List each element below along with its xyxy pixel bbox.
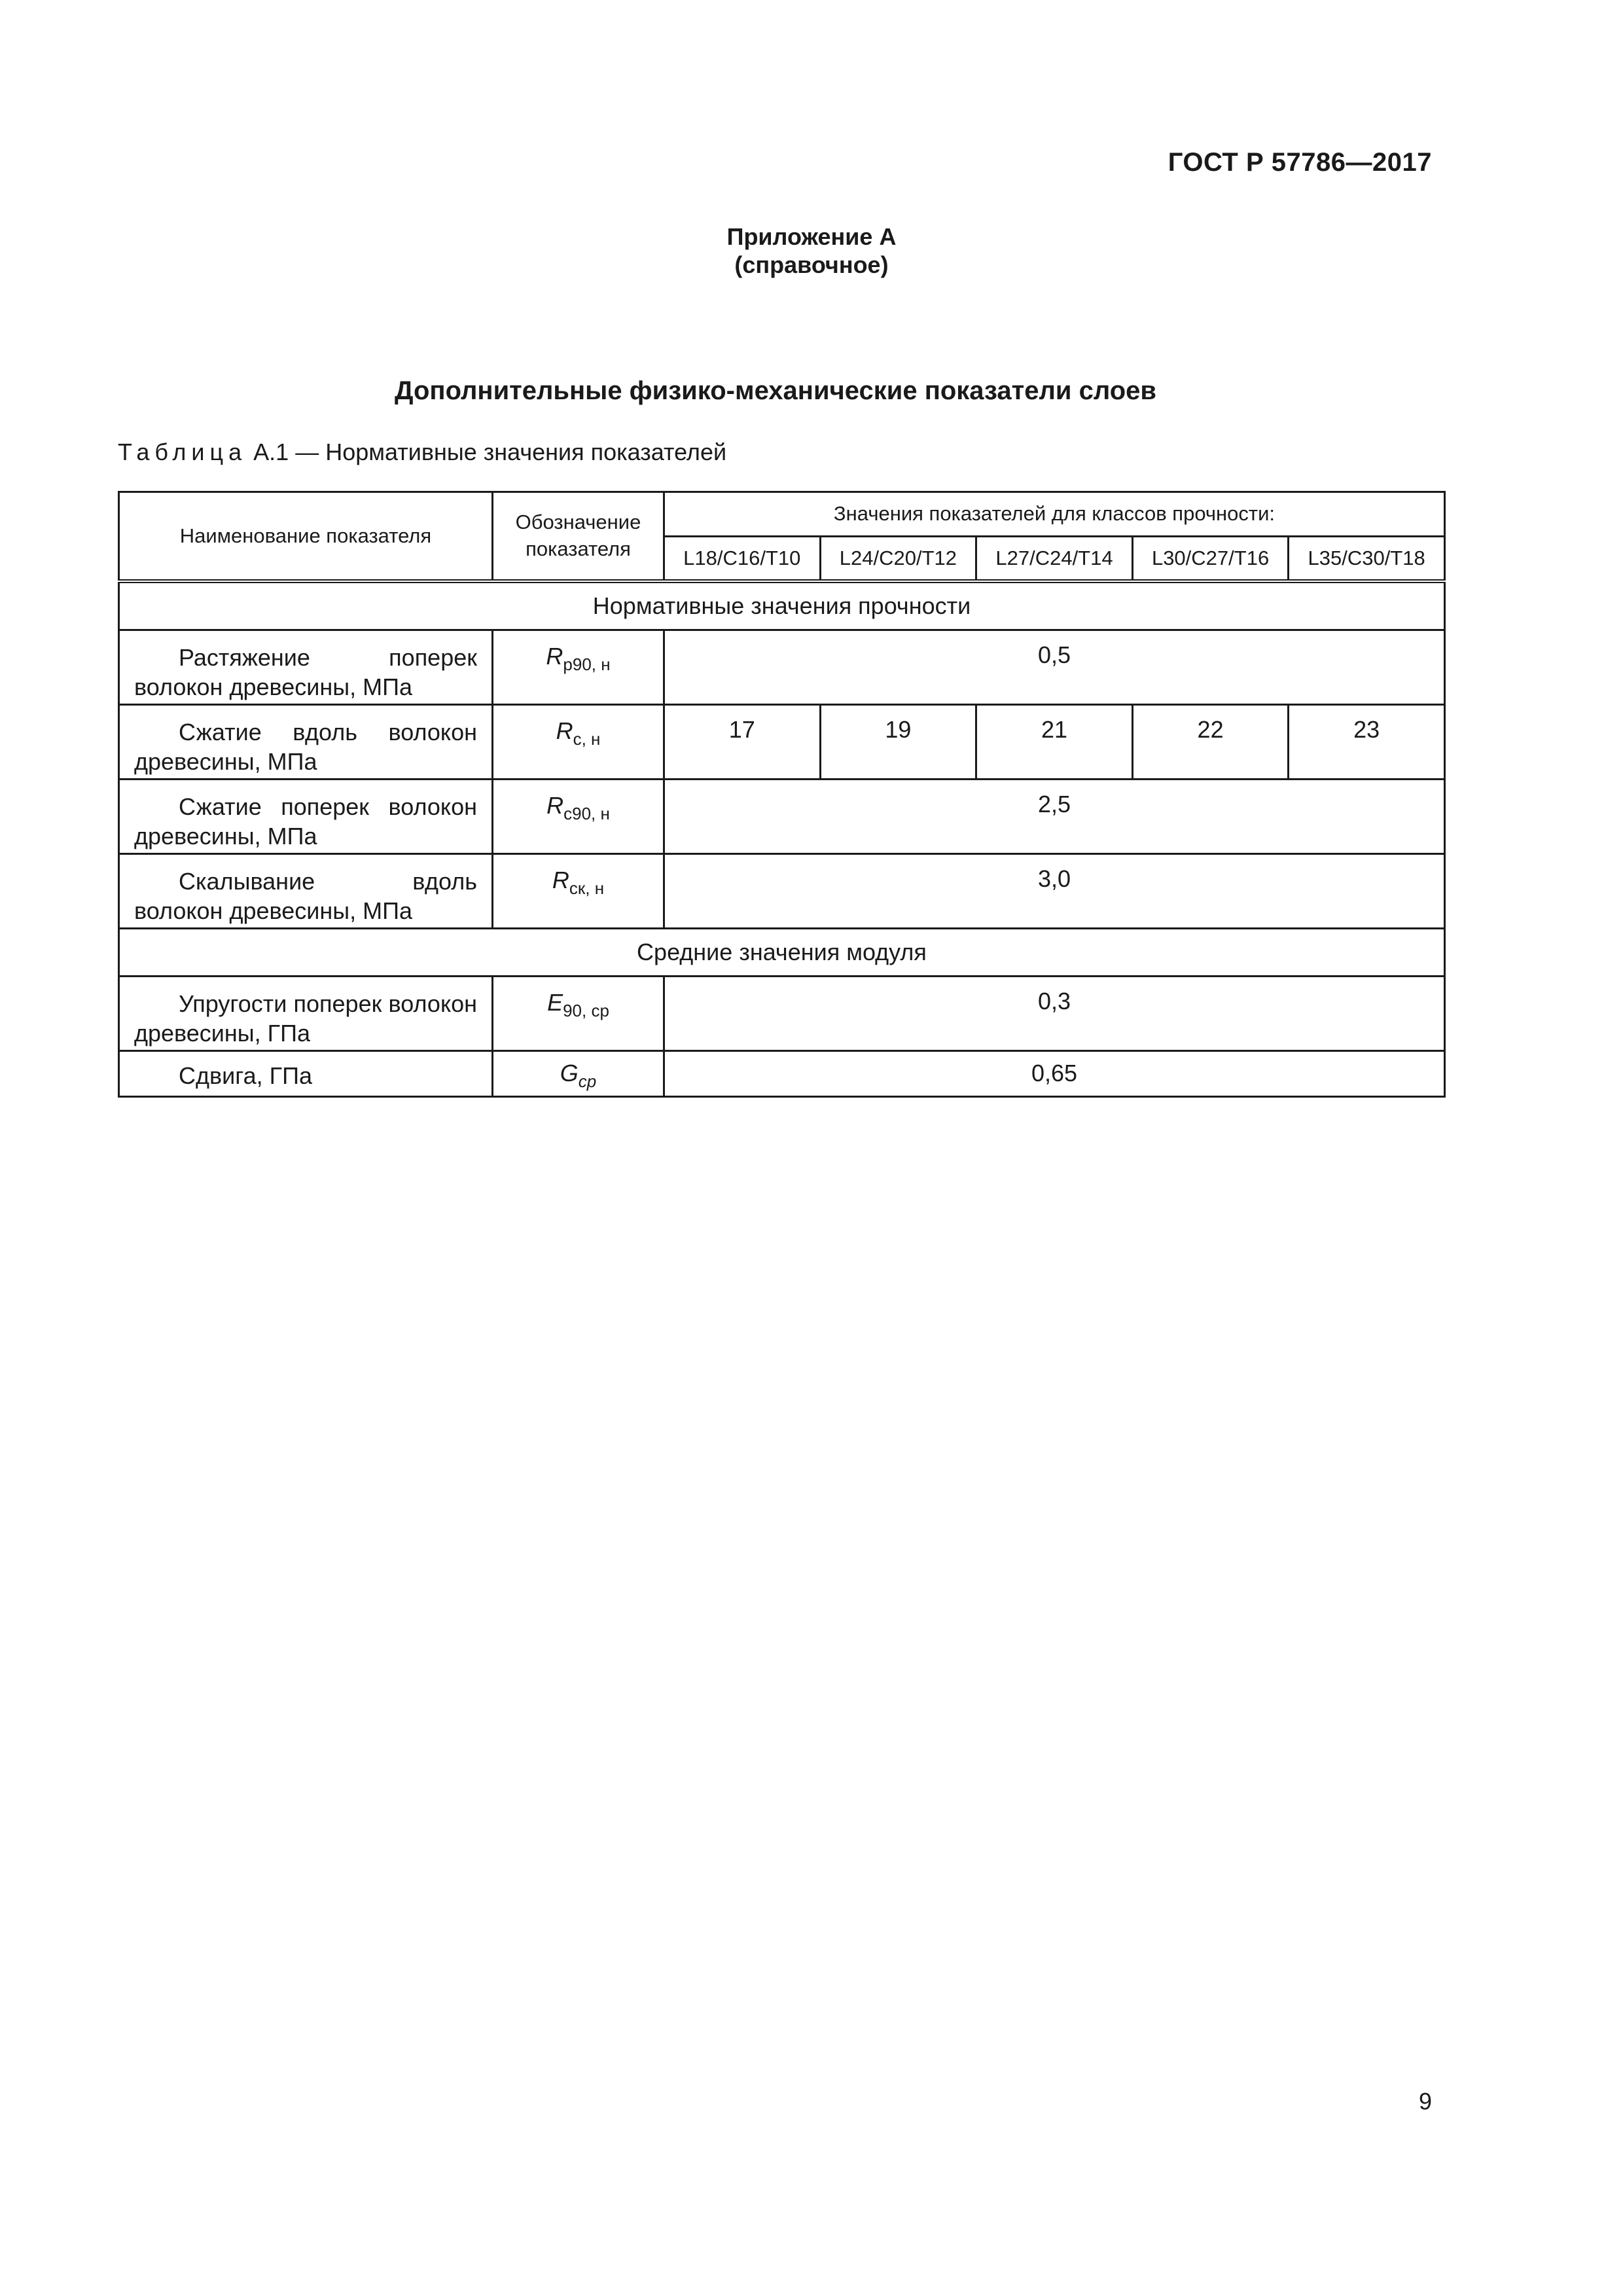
properties-table — [118, 491, 1446, 1098]
row-value: 19 — [820, 704, 976, 779]
section-row — [119, 928, 1445, 976]
section-modulus: Средние значения модуля — [119, 928, 1445, 976]
table-caption — [118, 439, 726, 466]
row-symbol: $E_{90, ср}$ — [493, 976, 664, 1050]
class-header: L24/C20/T12 — [820, 537, 976, 581]
document-title: Дополнительные физико-механические показатели слоев — [394, 376, 1156, 405]
table-row — [119, 704, 1445, 779]
table-row — [119, 779, 1445, 853]
section-strength: Нормативные значения прочности — [119, 581, 1445, 630]
table-row — [119, 976, 1445, 1050]
row-name: Упругости поперек волокон древесины, ГПа — [119, 976, 493, 1050]
annex-type: (справочное) — [734, 251, 889, 279]
row-symbol: $R_{c90, н}$ — [493, 779, 664, 853]
row-value: 2,5 — [664, 779, 1445, 853]
annex-heading — [0, 223, 1623, 279]
header-name: Наименование показателя — [119, 492, 493, 581]
page-number: 9 — [1418, 2088, 1432, 2115]
row-symbol: $R_{р90, н}$ — [493, 630, 664, 704]
table-row — [119, 1050, 1445, 1096]
table-header-row — [119, 492, 1445, 537]
row-value: 0,5 — [664, 630, 1445, 704]
row-symbol: $R_{c, н}$ — [493, 704, 664, 779]
class-header: L30/C27/T16 — [1132, 537, 1289, 581]
row-value: 0,3 — [664, 976, 1445, 1050]
class-header: L27/C24/T14 — [976, 537, 1133, 581]
class-header: L35/C30/T18 — [1289, 537, 1445, 581]
row-symbol: $R_{ск, н}$ — [493, 853, 664, 928]
section-row — [119, 581, 1445, 630]
row-name: Скалывание вдоль волокон древесины, МПа — [119, 853, 493, 928]
header-values-group: Значения показателей для классов прочности: — [664, 492, 1445, 537]
row-symbol: $G_{ср}$ — [493, 1050, 664, 1096]
standard-code: ГОСТ Р 57786—2017 — [1168, 148, 1432, 177]
row-value: 3,0 — [664, 853, 1445, 928]
header-symbol: Обозначение показателя — [493, 492, 664, 581]
row-value: 17 — [664, 704, 821, 779]
table-row — [119, 630, 1445, 704]
row-name: Сжатие вдоль волокон древесины, МПа — [119, 704, 493, 779]
row-value: 22 — [1132, 704, 1289, 779]
row-value: 0,65 — [664, 1050, 1445, 1096]
table-caption-number: А.1 — Нормативные значения показателей — [253, 439, 727, 465]
row-name: Сжатие поперек волокон древесины, МПа — [119, 779, 493, 853]
table-caption-label: Таблица — [118, 439, 247, 465]
row-name: Сдвига, ГПа — [119, 1050, 493, 1096]
annex-title: Приложение А — [726, 223, 897, 250]
class-header: L18/C16/T10 — [664, 537, 821, 581]
row-value: 21 — [976, 704, 1133, 779]
row-name: Растяжение поперек волокон древесины, МПа — [119, 630, 493, 704]
row-value: 23 — [1289, 704, 1445, 779]
table-row — [119, 853, 1445, 928]
